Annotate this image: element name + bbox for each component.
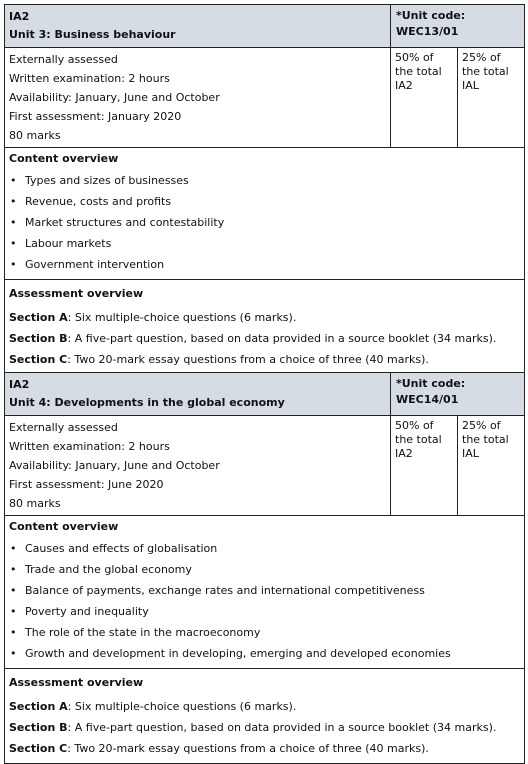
assessment-info xyxy=(5,416,391,516)
assessment-overview-heading: Assessment overview xyxy=(9,287,144,300)
info-line: 80 marks xyxy=(9,497,61,510)
assessment-item xyxy=(9,328,520,349)
content-item-text: Revenue, costs and profits xyxy=(25,195,172,208)
weight-ia2: 50% of the total IA2 xyxy=(391,416,458,516)
weight-ial: 25% of the total IAL xyxy=(458,48,525,148)
assessment-item xyxy=(9,696,520,717)
section-label: Section C xyxy=(9,353,68,366)
unit-specification-table xyxy=(4,4,525,375)
content-list xyxy=(9,538,520,664)
unit-code-cell xyxy=(391,373,525,416)
content-overview-heading: Content overview xyxy=(9,520,119,533)
bullet-icon: • xyxy=(10,195,17,208)
assessment-overview-heading: Assessment overview xyxy=(9,676,144,689)
section-description: : Two 20-mark essay questions from a choice of three (40 marks). xyxy=(67,353,429,366)
bullet-icon: • xyxy=(10,542,17,555)
content-overview-section xyxy=(5,516,525,669)
content-item xyxy=(9,580,520,601)
bullet-icon: • xyxy=(10,626,17,639)
bullet-icon: • xyxy=(10,216,17,229)
assessment-overview-section xyxy=(5,280,525,375)
content-item xyxy=(9,191,520,212)
content-overview-section xyxy=(5,148,525,280)
bullet-icon: • xyxy=(10,258,17,271)
assessment-info xyxy=(5,48,391,148)
section-label: Section A xyxy=(9,311,68,324)
assessment-overview-section xyxy=(5,669,525,764)
info-line: Externally assessed xyxy=(9,53,118,66)
qualification-level: IA2 xyxy=(9,378,30,391)
info-line: Written examination: 2 hours xyxy=(9,72,170,85)
section-description: : A five-part question, based on data provided in a source booklet (34 marks). xyxy=(67,721,497,734)
info-line: First assessment: June 2020 xyxy=(9,478,164,491)
content-item-text: Poverty and inequality xyxy=(25,605,149,618)
unit-3-table xyxy=(4,4,524,375)
info-line: Written examination: 2 hours xyxy=(9,440,170,453)
unit-code-label: *Unit code: xyxy=(396,377,466,390)
content-item-text: Government intervention xyxy=(25,258,165,271)
content-item-text: Balance of payments, exchange rates and international competitiveness xyxy=(25,584,425,597)
assessment-item xyxy=(9,717,520,738)
unit-code: WEC13/01 xyxy=(396,25,459,38)
assessment-item xyxy=(9,307,520,328)
section-description: : Six multiple-choice questions (6 marks). xyxy=(67,311,297,324)
bullet-icon: • xyxy=(10,563,17,576)
content-item xyxy=(9,233,520,254)
content-item xyxy=(9,559,520,580)
section-label: Section B xyxy=(9,332,68,345)
section-label: Section C xyxy=(9,742,68,755)
unit-specification-table xyxy=(4,372,525,764)
bullet-icon: • xyxy=(10,605,17,618)
content-item xyxy=(9,538,520,559)
info-line: 80 marks xyxy=(9,129,61,142)
content-item xyxy=(9,170,520,191)
info-line: First assessment: January 2020 xyxy=(9,110,182,123)
weight-ial: 25% of the total IAL xyxy=(458,416,525,516)
weight-ia2: 50% of the total IA2 xyxy=(391,48,458,148)
content-item xyxy=(9,254,520,275)
unit-header xyxy=(5,373,391,416)
content-item xyxy=(9,622,520,643)
unit-4-table xyxy=(4,372,524,764)
unit-title: Unit 3: Business behaviour xyxy=(9,28,176,41)
content-item xyxy=(9,643,520,664)
bullet-icon: • xyxy=(10,584,17,597)
section-description: : Two 20-mark essay questions from a choice of three (40 marks). xyxy=(67,742,429,755)
bullet-icon: • xyxy=(10,647,17,660)
unit-code: WEC14/01 xyxy=(396,393,459,406)
content-item-text: Labour markets xyxy=(25,237,112,250)
unit-title: Unit 4: Developments in the global economy xyxy=(9,396,285,409)
section-description: : A five-part question, based on data provided in a source booklet (34 marks). xyxy=(67,332,497,345)
content-item-text: Growth and development in developing, emerging and developed economies xyxy=(25,647,451,660)
unit-code-cell xyxy=(391,5,525,48)
qualification-level: IA2 xyxy=(9,10,30,23)
section-description: : Six multiple-choice questions (6 marks). xyxy=(67,700,297,713)
content-item-text: Causes and effects of globalisation xyxy=(25,542,218,555)
content-item-text: Types and sizes of businesses xyxy=(25,174,189,187)
content-list xyxy=(9,170,520,275)
content-item xyxy=(9,212,520,233)
info-line: Externally assessed xyxy=(9,421,118,434)
content-item xyxy=(9,601,520,622)
bullet-icon: • xyxy=(10,174,17,187)
assessment-list xyxy=(9,696,520,759)
content-overview-heading: Content overview xyxy=(9,152,119,165)
unit-header xyxy=(5,5,391,48)
assessment-item xyxy=(9,349,520,370)
bullet-icon: • xyxy=(10,237,17,250)
content-item-text: Trade and the global economy xyxy=(25,563,192,576)
assessment-list xyxy=(9,307,520,370)
section-label: Section A xyxy=(9,700,68,713)
content-item-text: Market structures and contestability xyxy=(25,216,225,229)
unit-code-label: *Unit code: xyxy=(396,9,466,22)
info-line: Availability: January, June and October xyxy=(9,91,220,104)
section-label: Section B xyxy=(9,721,68,734)
info-line: Availability: January, June and October xyxy=(9,459,220,472)
content-item-text: The role of the state in the macroeconomy xyxy=(25,626,261,639)
